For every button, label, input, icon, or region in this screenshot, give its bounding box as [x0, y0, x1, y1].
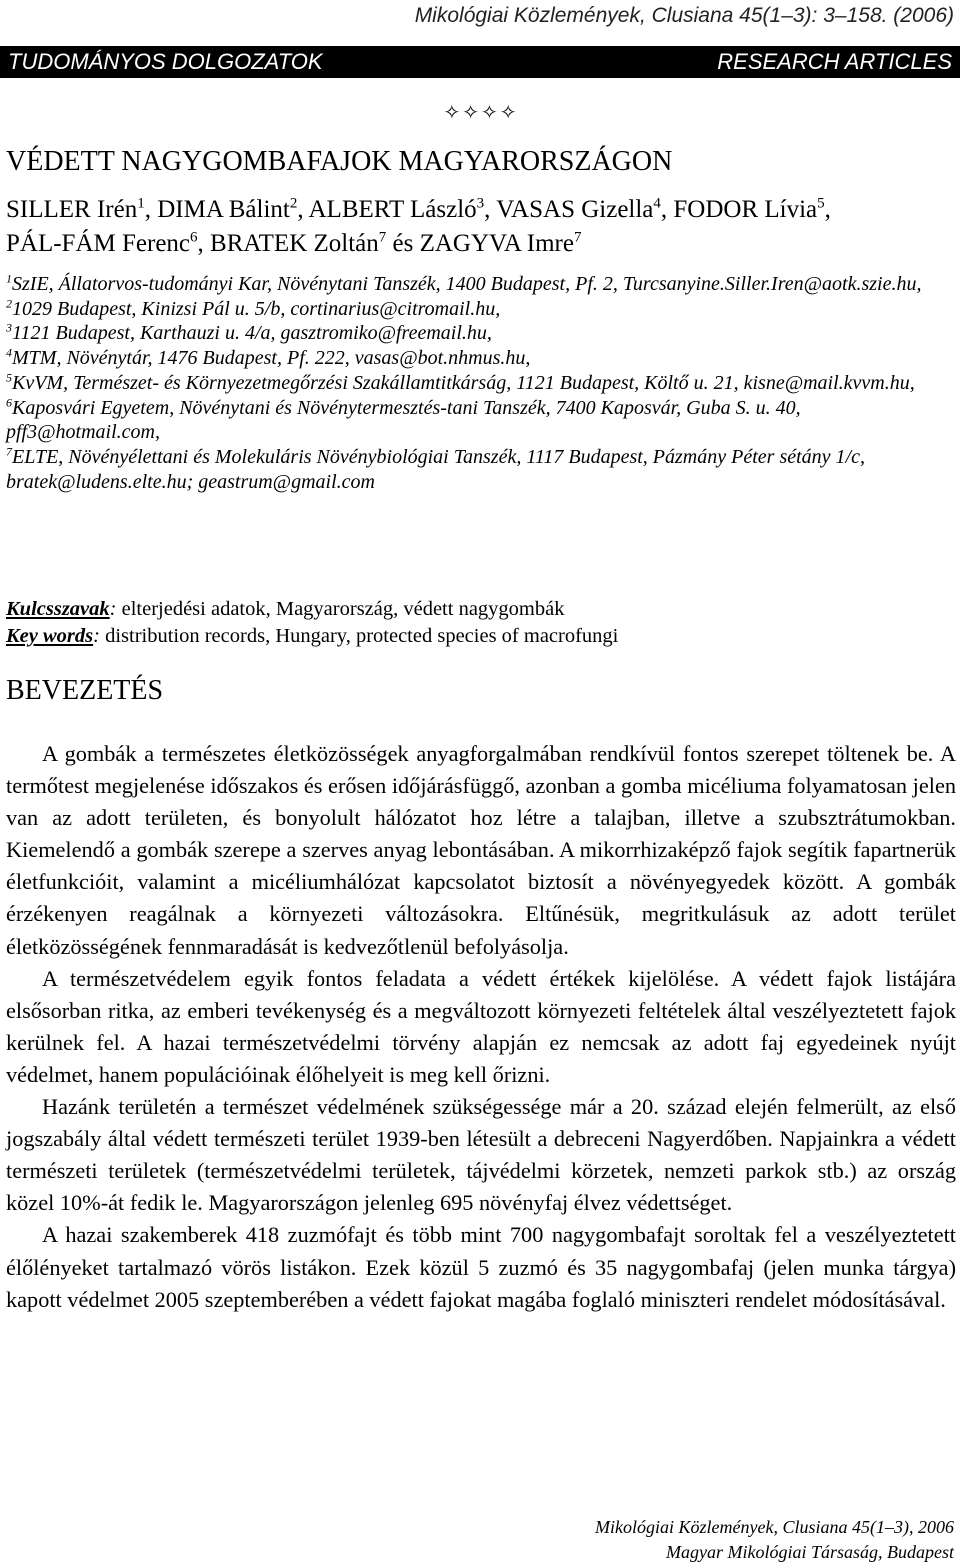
affiliation	[6, 396, 956, 445]
author-separator: ,	[144, 196, 158, 223]
affiliation-num: 5	[6, 370, 12, 385]
keywords-en-label: Key words	[6, 625, 94, 647]
keywords-block	[6, 596, 956, 650]
affiliation-num: 7	[6, 444, 12, 459]
author	[6, 230, 210, 257]
affiliation	[6, 297, 956, 322]
author-name: ZAGYVA Imre	[419, 230, 574, 257]
affiliation-num: 4	[6, 345, 12, 360]
footer-publisher: Magyar Mikológiai Társaság, Budapest	[666, 1542, 954, 1562]
author	[210, 230, 420, 257]
keywords-hu-text: elterjedési adatok, Magyarország, védett nagygombák	[121, 598, 565, 620]
affiliation	[6, 272, 956, 297]
affiliation-text: Kaposvári Egyetem, Növénytani és Növénytermesztés-tani Tanszék, 7400 Kaposvár, Guba S. u. 40, pff3@hotmail.com,	[6, 396, 801, 444]
keywords-en-text: distribution records, Hungary, protected species of macrofungi	[105, 625, 619, 647]
author-name: DIMA Bálint	[157, 196, 290, 223]
section-band	[0, 46, 960, 78]
author	[496, 196, 673, 223]
author-name: SILLER Irén	[6, 196, 138, 223]
keywords-hu-label: Kulcsszavak	[6, 598, 110, 620]
author-affil-num: 2	[289, 195, 298, 212]
page-footer	[595, 1515, 954, 1565]
author-affil-num: 1	[137, 195, 145, 212]
journal-citation: Mikológiai Közlemények, Clusiana 45(1–3): 3–158. (2006)	[414, 4, 954, 27]
author	[6, 196, 157, 223]
author-affil-num: 7	[573, 229, 582, 246]
keywords-en: Key words: distribution records, Hungary, protected species of macrofungi	[6, 625, 619, 647]
affiliation-num: 2	[6, 296, 12, 311]
keywords-hu: Kulcsszavak: elterjedési adatok, Magyarország, védett nagygombák	[6, 598, 565, 620]
article-title: VÉDETT NAGYGOMBAFAJOK MAGYARORSZÁGON	[6, 146, 673, 177]
author-separator: ,	[484, 196, 497, 223]
affiliation-text: ELTE, Növényélettani és Molekuláris Növénybiológiai Tanszék, 1117 Budapest, Pázmány Péter sétány 1/c, bratek@ludens.elte.hu; geastrum@gmail.com	[6, 445, 865, 493]
author	[420, 230, 582, 257]
affiliation-text: KvVM, Természet- és Környezetmegőrzési Szakállamtitkárság, 1121 Budapest, Költő u. 21, kisne@mail.kvvm.hu,	[12, 371, 915, 394]
affiliation-text: 1029 Budapest, Kinizsi Pál u. 5/b, cortinarius@citromail.hu,	[12, 297, 501, 320]
section-label-hu: TUDOMÁNYOS DOLGOZATOK	[8, 49, 323, 74]
author-affil-num: 3	[476, 195, 485, 212]
author-list	[6, 193, 956, 261]
author-separator: ,	[660, 196, 674, 223]
paragraph: A hazai szakemberek 418 zuzmófajt és több mint 700 nagygombafajt soroltak fel a veszélyeztetett élőlényeket tartalmazó vörös listákon. Ezek közül 5 zuzmó és 35 nagygombafaj (jelen munka tárgya) kapott védelmet 2005 szeptemberében a védett fajokat magába foglaló miniszteri rendelet módosításával.	[6, 1222, 956, 1312]
paragraph: A természetvédelem egyik fontos feladata a védett értékek kijelölése. A védett fajok listájára elsősorban ritka, az emberi tevékenység és a megváltozott környezeti feltételek által veszélyeztetett fajok kerülnek fel. A hazai természetvédelmi törvény alapján ez nemcsak az adott faj egyedeinek nyújt védelmet, hanem populációinak élőhelyeit is meg kell őrizni.	[6, 965, 956, 1087]
paragraph: Hazánk területén a természet védelmének szükségessége már a 20. század elején felmerült, az első jogszabály által védett természeti terület 1939-ben létesült a debreceni Nagyerdőben. Napjainkra a védett természeti területek (természetvédelmi területek, tájvédelmi körzetek, nemzeti parkok stb.) az ország közel 10%-át fedik le. Magyarországon jelenleg 695 növényfaj élvez védettséget.	[6, 1094, 956, 1216]
author-separator: ,	[297, 196, 309, 223]
affiliation-list	[6, 272, 956, 494]
affiliation-text: SzIE, Állatorvos-tudományi Kar, Növénytani Tanszék, 1400 Budapest, Pf. 2, Turcsanyine.Siller.Iren@aotk.szie.hu,	[12, 273, 922, 295]
author-name: ALBERT László	[308, 196, 477, 223]
ornament-diamonds: ✧✧✧✧	[443, 102, 519, 124]
paragraph: A gombák a természetes életközösségek anyagforgalmában rendkívül fontos szerepet töltenek be. A termőtest megjelenése időszakos és erősen időjárásfüggő, azonban a gomba micéliuma folyamatosan jelen van az adott területen, és bonyolult hálózatot hoz létre a talajban, illetve a szubsztrátumokban. Kiemelendő a gombák szerepe a szerves anyag lebontásában. A mikorrhizaképző fajok segítik fapartnerük életfunkcióit, valamint a micéliumhálózat kapcsolatot biztosít a növényegyedek között. A gombák érzékenyen reagálnak a környezeti változásokra. Eltűnésük, megritkulásuk az adott terület életközösségének fennmaradását is kedvezőtlenül befolyásolja.	[6, 741, 956, 959]
author	[309, 196, 497, 223]
author	[157, 196, 308, 223]
affiliation-text: 1121 Budapest, Karthauzi u. 4/a, gasztromiko@freemail.hu,	[12, 322, 492, 345]
author-affil-num: 4	[653, 195, 661, 212]
author-name: BRATEK Zoltán	[210, 230, 379, 257]
author-affil-num: 5	[817, 195, 825, 212]
author-affil-num: 6	[190, 229, 198, 246]
author-affil-num: 7	[378, 229, 387, 246]
footer-journal: Mikológiai Közlemények, Clusiana 45(1–3), 2006	[595, 1517, 954, 1537]
author-name: FODOR Lívia	[673, 196, 818, 223]
affiliation-num: 3	[6, 320, 12, 335]
author-separator: ,	[824, 196, 831, 223]
affiliation	[6, 321, 956, 346]
affiliation-num: 6	[6, 394, 12, 409]
body-text	[6, 738, 956, 1316]
author-name: PÁL-FÁM Ferenc	[6, 230, 191, 257]
author-separator: ,	[197, 230, 211, 257]
affiliation	[6, 445, 956, 494]
author	[673, 196, 831, 223]
section-heading: BEVEZETÉS	[6, 675, 164, 706]
affiliation-text: MTM, Növénytár, 1476 Budapest, Pf. 222, vasas@bot.nhmus.hu,	[12, 347, 531, 370]
affiliation	[6, 346, 956, 371]
author-separator: és	[386, 230, 420, 257]
section-label-en: RESEARCH ARTICLES	[717, 49, 952, 74]
affiliation	[6, 371, 956, 396]
author-name: VASAS Gizella	[496, 196, 654, 223]
affiliation-num: 1	[6, 271, 12, 286]
